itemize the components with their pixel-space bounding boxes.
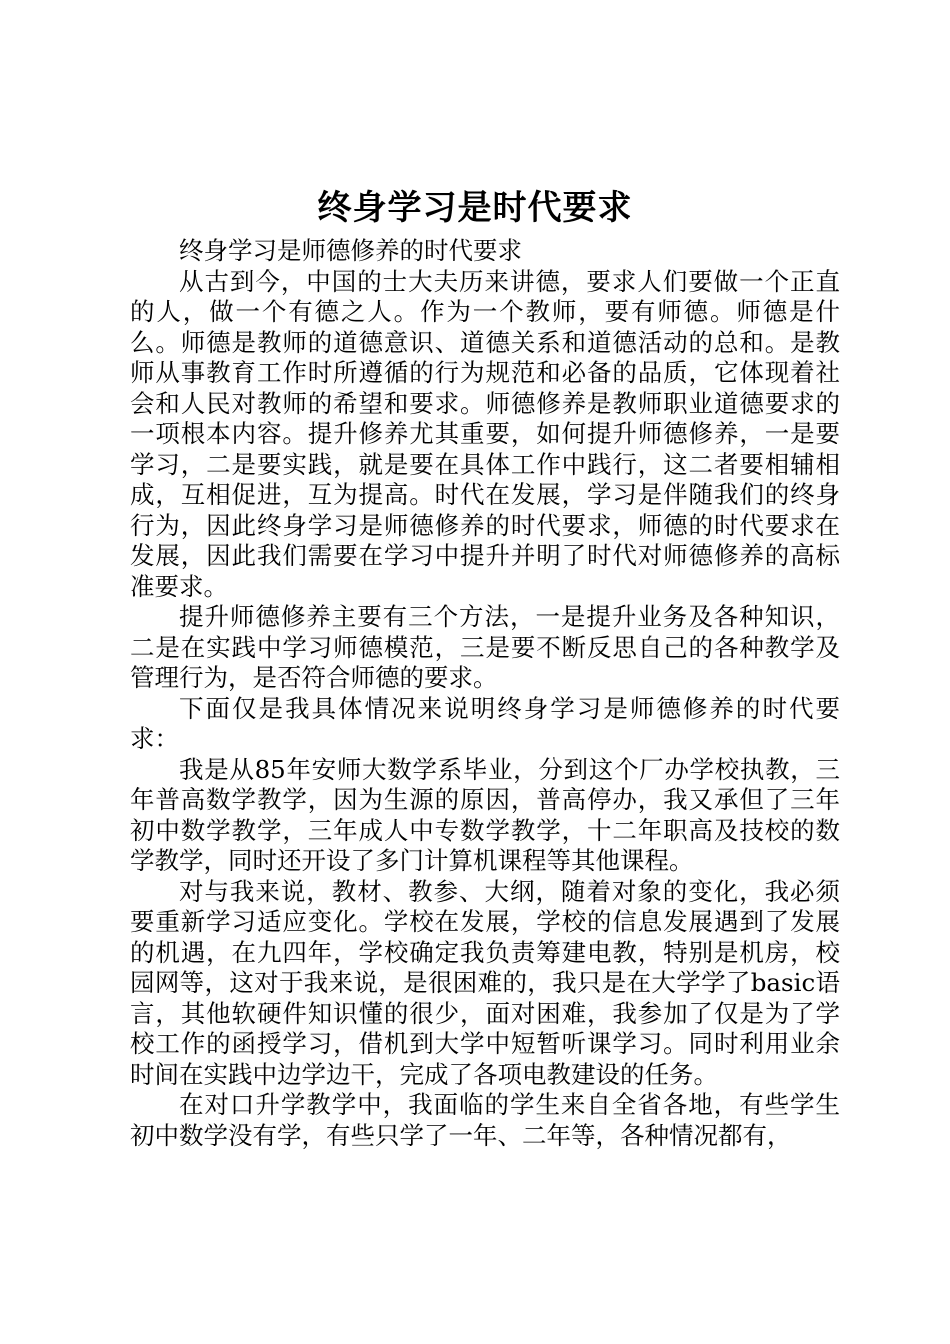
document-body (130, 236, 840, 1151)
paragraph: 对与我来说，教材、教参、大纲，随着对象的变化，我必须要重新学习适应变化。学校在发展，学校的信息发展遇到了发展的机遇，在九四年，学校确定我负责筹建电教，特别是机房，校园网等，这对于我来说，是很困难的，我只是在大学学了basic语言，其他软硬件知识懂的很少，面对困难，我参加了仅是为了学校工作的函授学习，借机到大学中短暂听课学习。同时利用业余时间在实践中边学边干，完成了各项电教建设的任务。 (130, 876, 840, 1089)
paragraph: 下面仅是我具体情况来说明终身学习是师德修养的时代要求： (130, 693, 840, 753)
paragraph: 提升师德修养主要有三个方法，一是提升业务及各种知识，二是在实践中学习师德模范，三是要不断反思自己的各种教学及管理行为，是否符合师德的要求。 (130, 602, 840, 692)
document-title: 终身学习是时代要求 (317, 188, 633, 228)
paragraph: 从古到今，中国的士大夫历来讲德，要求人们要做一个正直的人，做一个有德之人。作为一个教师，要有师德。师德是什么。师德是教师的道德意识、道德关系和道德活动的总和。是教师从事教育工作时所遵循的行为规范和必备的品质，它体现着社会和人民对教师的希望和要求。师德修养是教师职业道德要求的一项根本内容。提升修养尤其重要，如何提升师德修养，一是要学习，二是要实践，就是要在具体工作中践行，这二者要相辅相成，互相促进，互为提高。时代在发展，学习是伴随我们的终身行为，因此终身学习是师德修养的时代要求，师德的时代要求在发展，因此我们需要在学习中提升并明了时代对师德修养的高标准要求。 (130, 266, 840, 601)
paragraph: 在对口升学教学中，我面临的学生来自全省各地，有些学生初中数学没有学，有些只学了一年、二年等，各种情况都有， (130, 1090, 840, 1150)
subtitle-paragraph: 终身学习是师德修养的时代要求 (179, 236, 522, 265)
paragraph: 我是从85年安师大数学系毕业，分到这个厂办学校执教，三年普高数学教学，因为生源的原因，普高停办，我又承但了三年初中数学教学，三年成人中专数学教学，十二年职高及技校的数学教学，同时还开设了多门计算机课程等其他课程。 (130, 754, 840, 875)
